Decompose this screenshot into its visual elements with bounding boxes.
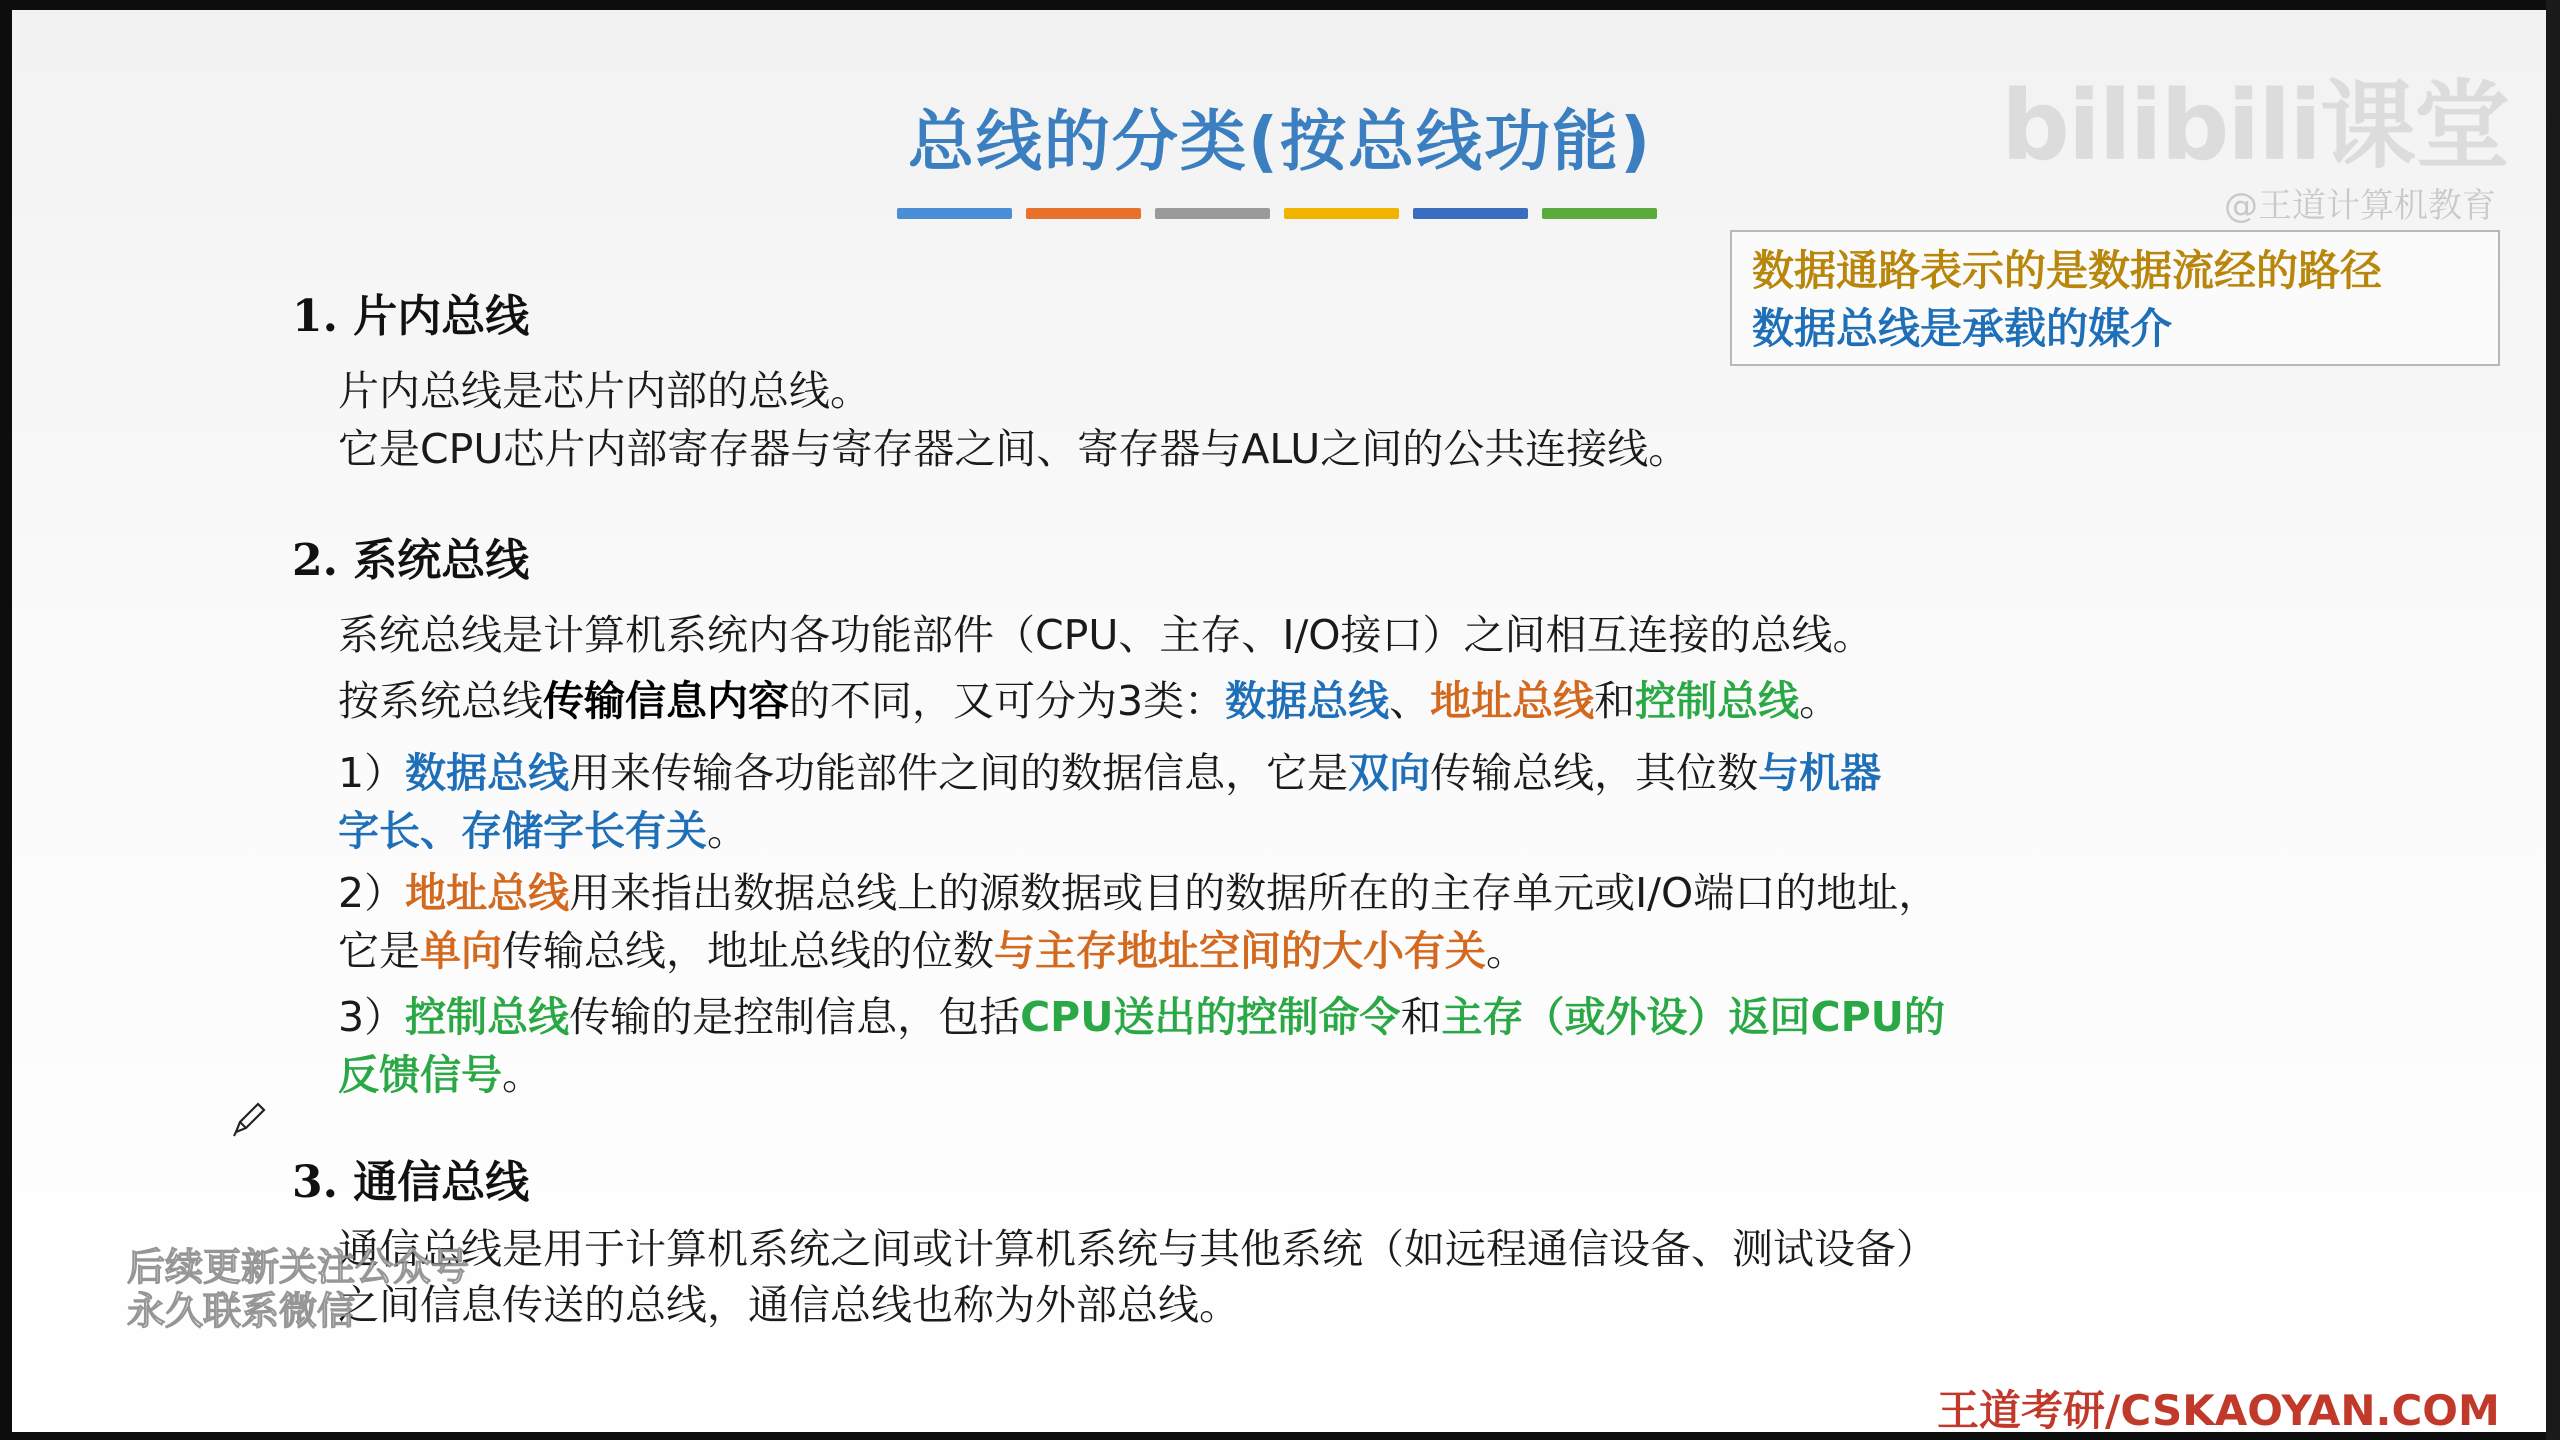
text: 和 (1594, 677, 1636, 725)
text: 它是 (338, 927, 420, 975)
section-2-line-1: 系统总线是计算机系统内各功能部件（CPU、主存、I/O接口）之间相互连接的总线。 (338, 611, 1874, 659)
item-1-line-1 (338, 740, 1881, 799)
text: 按系统总线 (338, 677, 543, 725)
text: 2） (338, 869, 406, 917)
divider-bar (1284, 208, 1399, 219)
section-1-heading: 1. 片内总线 (292, 291, 530, 342)
text: 传输总线，其位数 (1430, 749, 1759, 797)
pen-cursor-icon (230, 1098, 270, 1138)
item-3-line-2 (338, 1042, 543, 1101)
unidirectional-term: 单向 (420, 927, 502, 975)
section-1-line-1: 片内总线是芯片内部的总线。 (338, 367, 871, 415)
highlight: 与机器 (1758, 749, 1882, 797)
address-bus-term: 地址总线 (405, 869, 570, 917)
text-bold: 传输信息内容 (543, 677, 789, 725)
control-bus-term: 控制总线 (1635, 677, 1800, 725)
data-bus-term: 数据总线 (1225, 677, 1390, 725)
title-divider (897, 208, 1657, 219)
text: 1） (338, 749, 406, 797)
slide-title: 总线的分类(按总线功能) (907, 103, 1653, 180)
section-3-line-1: 通信总线是用于计算机系统之间或计算机系统与其他系统（如远程通信设备、测试设备） (338, 1225, 1937, 1273)
text: 用来指出数据总线上的源数据或目的数据所在的主存单元或I/O端口的地址， (569, 869, 1940, 917)
note-line-2: 数据总线是承载的媒介 (1752, 304, 2173, 353)
text: 传输的是控制信息，包括 (569, 993, 1021, 1041)
logo-subtitle: @王道计算机教育 (2224, 186, 2496, 226)
watermark-line-2: 永久联系微信 (127, 1289, 356, 1333)
highlight: 主存（或外设）返回CPU的 (1441, 993, 1945, 1041)
divider-bar (897, 208, 1012, 219)
text: 的不同，又可分为3类： (789, 677, 1226, 725)
watermark-line-1: 后续更新关注公众号 (127, 1245, 470, 1289)
item-2-line-2 (338, 918, 1527, 977)
window-edge (2546, 0, 2560, 1440)
section-1-line-2: 它是CPU芯片内部寄存器与寄存器之间、寄存器与ALU之间的公共连接线。 (338, 425, 1690, 473)
highlight: CPU送出的控制命令 (1020, 993, 1401, 1041)
highlight: 反馈信号 (338, 1051, 502, 1099)
text: 传输总线，地址总线的位数 (502, 927, 994, 975)
text: 。 (1799, 677, 1841, 725)
text: 用来传输各功能部件之间的数据信息，它是 (569, 749, 1349, 797)
item-1-line-2 (338, 798, 748, 857)
section-3-heading: 3. 通信总线 (292, 1157, 530, 1208)
bilibili-logo: bilibili课堂 (2001, 70, 2508, 182)
text: 3） (338, 993, 406, 1041)
section-2-line-2 (338, 668, 1840, 727)
highlight: 与主存地址空间的大小有关 (994, 927, 1486, 975)
bidirectional-term: 双向 (1348, 749, 1431, 797)
divider-bar (1026, 208, 1141, 219)
section-2-heading: 2. 系统总线 (292, 535, 530, 586)
text: 。 (1486, 927, 1527, 975)
data-bus-term: 数据总线 (405, 749, 570, 797)
highlight: 字长、存储字长有关 (338, 807, 707, 855)
footer-brand: 王道考研/CSKAOYAN.COM (1937, 1386, 2500, 1432)
text: 。 (707, 807, 748, 855)
item-3-line-1 (338, 984, 1945, 1043)
text: 、 (1389, 677, 1431, 725)
note-box (1730, 230, 2500, 366)
address-bus-term: 地址总线 (1430, 677, 1595, 725)
text: 。 (502, 1051, 543, 1099)
note-line-1: 数据通路表示的是数据流经的路径 (1752, 246, 2383, 295)
control-bus-term: 控制总线 (405, 993, 570, 1041)
divider-bar (1155, 208, 1270, 219)
text: 和 (1400, 993, 1442, 1041)
section-3-line-2: 之间信息传送的总线，通信总线也称为外部总线。 (338, 1281, 1240, 1329)
divider-bar (1542, 208, 1657, 219)
item-2-line-1 (338, 860, 1939, 919)
slide (12, 10, 2548, 1432)
divider-bar (1413, 208, 1528, 219)
